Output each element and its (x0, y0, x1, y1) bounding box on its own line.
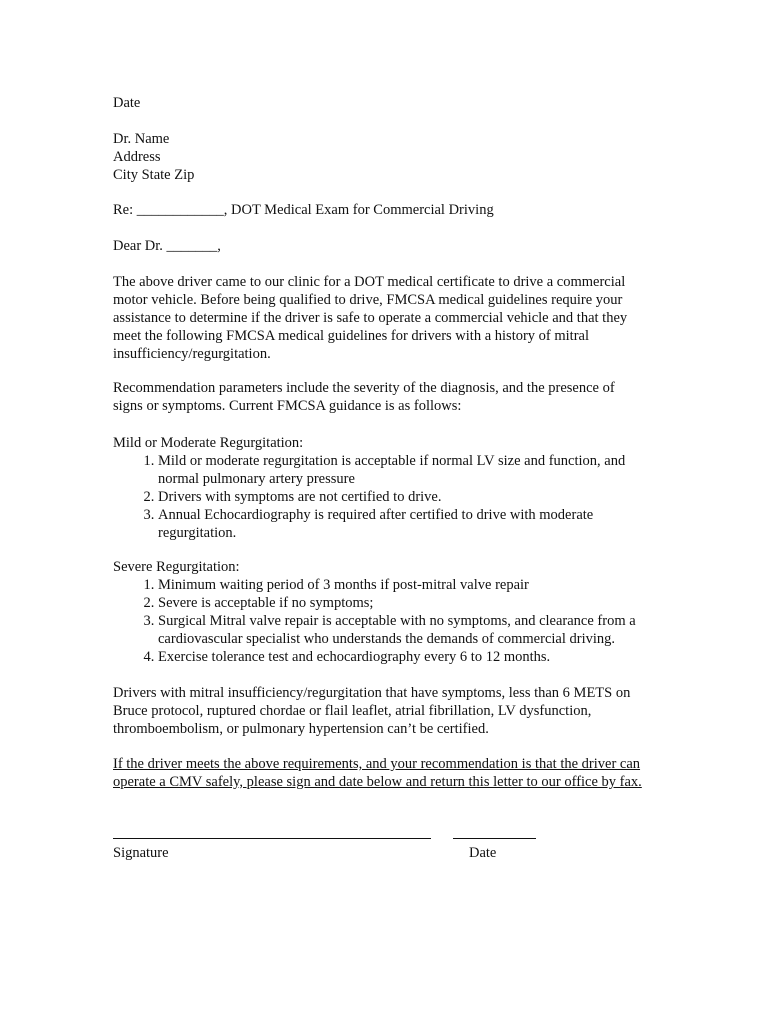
signature-line (113, 838, 431, 839)
signature-label: Signature (113, 845, 169, 861)
mild-moderate-heading: Mild or Moderate Regurgitation: (113, 435, 304, 451)
intro-paragraph-text: The above driver came to our clinic for a DOT medical certificate to drive a commercial motor vehicle. Before being qualified to drive, FMCSA medical guidelines require your assistance to determine if the driver is safe to operate a commercial vehicle and that they meet the following FMCSA medical guidelines for drivers with a history of mitral insufficiency/regurgitation. (113, 274, 628, 362)
mild-moderate-section (113, 434, 658, 542)
recommendation-paragraph (113, 379, 648, 415)
recommendation-paragraph-text: Recommendation parameters include the severity of the diagnosis, and the presence of signs or symptoms. Current FMCSA guidance is as follows: (113, 380, 615, 414)
instruction-paragraph (113, 755, 653, 791)
list-item: 4. Exercise tolerance test and echocardiography every 6 to 12 months. (158, 648, 673, 666)
date-line (453, 838, 536, 839)
list-item: 2. Severe is acceptable if no symptoms; (158, 594, 673, 612)
intro-paragraph (113, 273, 658, 363)
severe-heading: Severe Regurgitation: (113, 559, 240, 575)
salutation: Dear Dr. _______, (113, 238, 221, 254)
list-item: 3. Annual Echocardiography is required after certified to drive with moderate regurgitation. (158, 506, 658, 542)
recipient-city-state-zip: City State Zip (113, 167, 195, 183)
list-item: 1. Mild or moderate regurgitation is acceptable if normal LV size and function, and normal pulmonary artery pressure (158, 452, 658, 488)
recipient-name: Dr. Name (113, 131, 170, 147)
disqualification-paragraph-text: Drivers with mitral insufficiency/regurgitation that have symptoms, less than 6 METS on Bruce protocol, ruptured chordae or flail leaflet, atrial fibrillation, LV dysfunction, thromboembolism, or pulmonary hypertension can’t be certified. (113, 685, 631, 737)
date-placeholder: Date (113, 95, 141, 111)
severe-list (113, 576, 673, 666)
recipient-address: Address (113, 149, 161, 165)
mild-moderate-list (113, 452, 658, 542)
list-item: 3. Surgical Mitral valve repair is acceptable with no symptoms, and clearance from a cardiovascular specialist who understands the demands of commercial driving. (158, 612, 673, 648)
disqualification-paragraph (113, 684, 658, 738)
list-item: 1. Minimum waiting period of 3 months if post-mitral valve repair (158, 576, 673, 594)
re-line: Re: ____________, DOT Medical Exam for Commercial Driving (113, 202, 494, 218)
signature-date-label: Date (469, 845, 497, 861)
instruction-paragraph-text: If the driver meets the above requirements, and your recommendation is that the driver can operate a CMV safely, please sign and date below and return this letter to our office by fax. (113, 756, 642, 790)
severe-section (113, 558, 673, 666)
list-item: 2. Drivers with symptoms are not certified to drive. (158, 488, 658, 506)
